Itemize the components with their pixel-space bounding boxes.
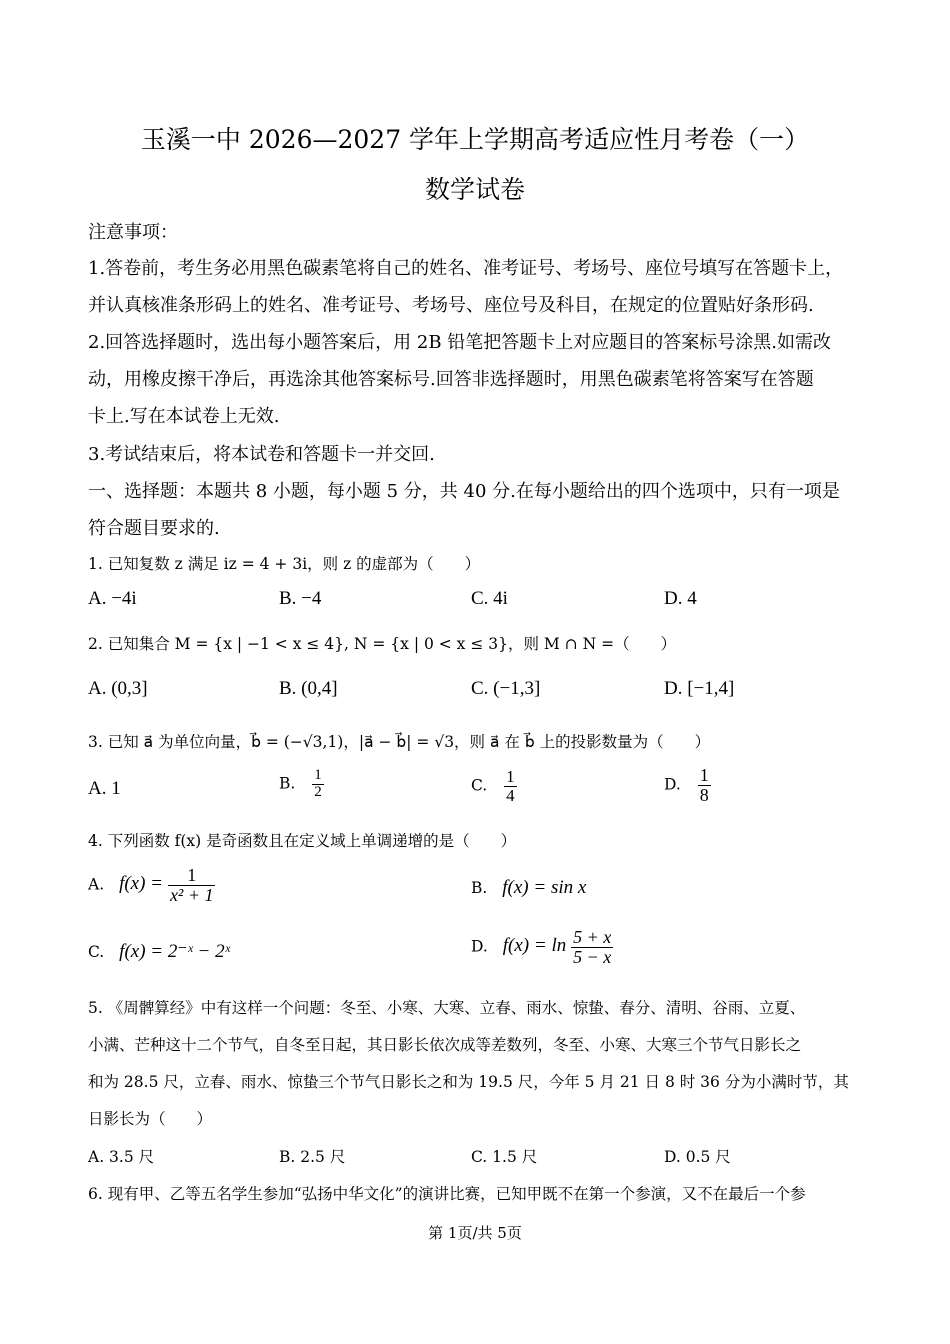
fraction-numerator: 5 + x (573, 927, 612, 947)
fraction-denominator: 8 (699, 784, 709, 805)
q2-option-b: B. (0,4] (279, 678, 338, 699)
note-2-line-1: 2.回答选择题时，选出每小题答案后，用 2B 铅笔把答题卡上对应题目的答案标号涂黑.如需改 (88, 332, 832, 353)
q5-option-a: A. 3.5 尺 (88, 1148, 155, 1166)
note-2-line-3: 卡上.写在本试卷上无效. (88, 406, 280, 427)
q4-option-c-label: C. (88, 943, 105, 961)
q4-option-a-fraction (168, 866, 216, 905)
q3-option-d (664, 766, 711, 805)
q4-option-d-lhs: f(x) = ln (502, 935, 567, 957)
fraction-numerator: 1 (506, 767, 515, 786)
page-footer: 第 1页/共 5页 (428, 1224, 522, 1242)
q5-option-d: D. 0.5 尺 (664, 1148, 731, 1166)
question-6-line-1: 6. 现有甲、乙等五名学生参加“弘扬中华文化”的演讲比赛，已知甲既不在第一个参演，又不在最后一个参 (88, 1185, 806, 1203)
section-1-line-2: 符合题目要求的. (88, 518, 220, 539)
question-5-line-1: 5. 《周髀算经》中有这样一个问题：冬至、小寒、大寒、立春、雨水、惊蛰、春分、清明、谷雨、立夏、 (88, 999, 806, 1017)
page-title: 玉溪一中 2026—2027 学年上学期高考适应性月考卷（一） (140, 125, 810, 154)
q2-option-d: D. [−1,4] (664, 678, 735, 699)
q5-option-c: C. 1.5 尺 (471, 1148, 538, 1166)
q3-option-a: A. 1 (88, 778, 121, 799)
q4-option-a-lhs: f(x) = (119, 873, 163, 895)
question-1-stem: 1. 已知复数 z 满足 iz = 4 + 3i，则 z 的虚部为（ ） (88, 555, 481, 573)
q4-option-a-label: A. (88, 875, 105, 894)
fraction-numerator: 1 (314, 767, 322, 783)
q3-option-c-label: C. (471, 776, 488, 795)
q1-option-d: D. 4 (664, 588, 697, 609)
q1-option-a: A. −4i (88, 588, 137, 609)
section-1-line-1: 一、选择题：本题共 8 小题，每小题 5 分，共 40 分.在每小题给出的四个选项中，只有一项是 (88, 481, 840, 502)
fraction-denominator: x² + 1 (169, 884, 214, 905)
q5-option-b: B. 2.5 尺 (279, 1148, 346, 1166)
fraction-denominator: 2 (314, 783, 322, 800)
q3-option-c (471, 768, 517, 805)
q4-option-d (471, 928, 613, 967)
note-1-line-2: 并认真核准条形码上的姓名、准考证号、考场号、座位号及科目，在规定的位置贴好条形码. (88, 295, 814, 316)
note-2-line-2: 动，用橡皮擦干净后，再选涂其他答案标号.回答非选择题时，用黑色碳素笔将答案写在答题 (88, 369, 814, 390)
q4-option-b (471, 877, 586, 899)
fraction-numerator: 1 (699, 765, 709, 785)
q1-option-b: B. −4 (279, 588, 322, 609)
question-5-line-4: 日影长为（ ） (88, 1110, 213, 1128)
q4-option-c-expr: f(x) = 2⁻ˣ − 2ˣ (119, 941, 230, 962)
q3-option-c-fraction (504, 768, 517, 805)
note-1-line-1: 1.答卷前，考生务必用黑色碳素笔将自己的姓名、准考证号、考场号、座位号填写在答题卡上， (88, 258, 844, 279)
notes-heading: 注意事项： (88, 222, 178, 243)
question-5-line-2: 小满、芒种这十二个节气，自冬至日起，其日影长依次成等差数列，冬至、小寒、大寒三个节气日影长之 (88, 1036, 802, 1054)
fraction-denominator: 4 (506, 785, 515, 805)
q3-option-b-fraction (312, 768, 324, 801)
q2-option-a: A. (0,3] (88, 678, 148, 699)
q3-option-d-fraction (698, 766, 711, 805)
q2-option-c: C. (−1,3] (471, 678, 541, 699)
q3-option-b (279, 768, 324, 801)
q4-option-b-label: B. (471, 879, 488, 897)
question-3-stem: 3. 已知 a⃗ 为单位向量，b⃗ = (−√3,1)，|a⃗ − b⃗| = √3，则 a⃗ 在 b⃗ 上的投影数量为（ ） (88, 733, 711, 751)
q3-option-b-label: B. (279, 774, 296, 793)
note-3: 3.考试结束后，将本试卷和答题卡一并交回. (88, 444, 435, 465)
q4-option-c (88, 940, 230, 963)
question-2-stem: 2. 已知集合 M = {x | −1 < x ≤ 4}, N = {x | 0 < x ≤ 3}，则 M ∩ N =（ ） (88, 635, 677, 653)
question-5-line-3: 和为 28.5 尺，立春、雨水、惊蛰三个节气日影长之和为 19.5 尺，今年 5 月 21 日 8 时 36 分为小满时节，其 (88, 1073, 849, 1091)
page-subtitle: 数学试卷 (424, 175, 525, 204)
fraction-denominator: 5 − x (573, 946, 612, 967)
q4-option-b-expr: f(x) = sin x (502, 877, 587, 898)
q4-option-d-fraction (571, 928, 613, 967)
q1-option-c: C. 4i (471, 588, 508, 609)
q3-option-d-label: D. (664, 775, 681, 794)
question-4-stem: 4. 下列函数 f(x) 是奇函数且在定义域上单调递增的是（ ） (88, 832, 517, 850)
q4-option-a (88, 866, 215, 905)
fraction-numerator: 1 (168, 866, 216, 886)
q4-option-d-label: D. (471, 937, 488, 956)
